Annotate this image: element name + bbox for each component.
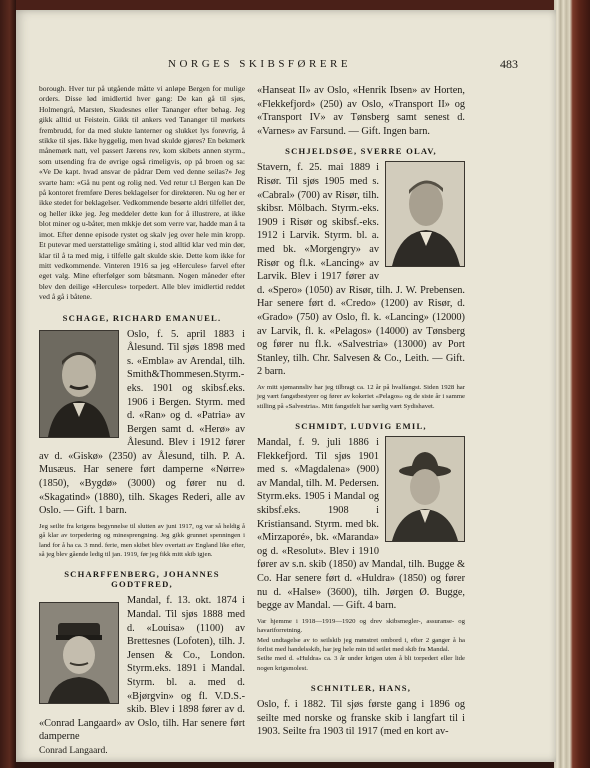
- entry-schmidt: Mandal, f. 9. juli 1886 i Flekkefjord. Til sjøs 1901 med s. «Magdalena» (900) av Mandal, tilh. M. Pedersen. Styrm.eks. 1905 i Mandal og skibsf.eks. 1908 i Kristiansand. Styrm. med bk. «Mirzaporé», bk. «Maranda» og d. «Resolut». Blev i 1910 fører av s.n. skib (1850) av Mandal, tilh. Bugge & Co. Har senere ført d. «Huldra» (1850) og fører nu d. «Halse» (3600), tilh. Jørgen Ø. Bugge, begge av Mandal. — Gift. 4 barn.: [257, 437, 465, 612]
- entry-scharffenberg: Mandal, f. 13. okt. 1874 i Mandal. Til sjøs 1888 med d. «Louisa» (1100) av Brettesnes (Lofoten), tilh. J. Jensen & Co., London. Styrm.eks. 1891 i Mandal. Styrm. bl. a. med d. «Bjørgvin» og fl. V.D.S.-skib. Blev i 1898 fører av d. «Conrad Langaard» av Oslo, tilh. Har senere ført damperne Conrad Langaard.: [39, 595, 245, 756]
- page-number: 483: [500, 57, 518, 71]
- footnote-schjeldsoe: Av mitt sjømannsliv har jeg tilbragt ca. 12 år på hvalfangst. Siden 1928 har jeg vært fangstbestyrer og fører av kokeriet «Pelagos» og de siste år i samme stilling på «Salvestria». Mitt fangstfelt har særlig vært Sydishavet.: [257, 383, 465, 410]
- continued-entry: «Hanseat II» av Oslo, «Henrik Ibsen» av Horten, «Flekkefjord» (250) av Oslo, «Transport II» og «Transport IV» av Tønsberg samt senest d. «Varnes» av Farsund. — Gift. Ingen barn.: [257, 85, 465, 137]
- portrait-photo-schage: [39, 330, 119, 438]
- photo-caption: Conrad Langaard.: [39, 746, 108, 756]
- portrait-photo-schmidt: [385, 436, 465, 542]
- entry-schjeldsoe: Stavern, f. 25. mai 1889 i Risør. Til sjøs 1905 med s. «Cabral» (700) av Risør, tilh. skibsr. Mölbach. Styrm.-eks. 1909 i Risør og skibsf.-eks. 1912 i Larvik. Styrm. bl. a. med bk. «Morgengry» av Risør og fl.k. «Lancing» av Larvik. Blev i 1917 fører av d. «Spero» (1050) av Risør, tilh. J. W. Prebensen. Har senere ført d. «Credo» (1200) av Risør, d. «Grado» (750) av Oslo, fl. k. «Lancing» (12000) av Larvik, fl. k. «Pelagos» (14000) av Tønsberg og fører nu fl.k. «Salvestria» (13000) av Port Stanley, tilh. Chr. Salvesen & Co., Leith. — Gift. 2 barn.: [257, 162, 465, 378]
- portrait-photo-schjeldsoe: [385, 161, 465, 267]
- book-page-edges: [554, 0, 590, 768]
- left-column: [39, 84, 245, 756]
- entry-heading-scharffenberg: SCHARFFENBERG, JOHANNES GODTFRED,: [64, 569, 220, 590]
- portrait-photo-scharffenberg: [39, 602, 119, 704]
- footnote-schage: Jeg seilte fra krigens begynnelse til slutten av juni 1917, og var så heldig å gå klar av torpedering og minesprengning. Jeg gikk grunnet spenningen i land for å ha ca. 3 mnd. ferie, men skibet blev overtatt av England like efter, så jeg blev gående ledig til jan. 1919, før jeg fikk mitt skib igjen.: [39, 522, 245, 559]
- footnote-schmidt: Var hjemme i 1918—1919—1920 og drev skibsmegler-, assuranse- og havariforretning. Med undtagelse av to seilskib jeg mønstret ombord i, efter 2 ganger å ha forlist med handelsskib, har jeg hele min tid seilet med skib fra Mandal. Seilte med d. «Huldra» ca. 3 år under krigen uten å bli torpedert eller lide nogen krigsmolest.: [257, 617, 465, 672]
- entry-heading-schmidt: SCHMIDT, LUDVIG EMIL,: [295, 421, 427, 432]
- right-column: [257, 84, 465, 739]
- entry-heading-schjeldsoe: SCHJELDSØE, SVERRE OLAV,: [285, 146, 437, 157]
- entry-schnitler: Oslo, f. i 1882. Til sjøs første gang i 1896 og seilte med norske og franske skib i langfart til i 1903. Seilte fra 1903 til 1917 (med en kort av-: [257, 699, 465, 738]
- entry-schage: Oslo, f. 5. april 1883 i Ålesund. Til sjøs 1898 med s. «Embla» av Arendal, tilh. Smith&Thommesen.Styrm.-eks. 1901 og skibsf.eks. 1906 i Bergen. Styrm. med d. «Ran» og d. «Patria» av Bergen samt d. «Herø» av Ålesund. Blev i 1912 fører av d. «Giskø» (2350) av Ålesund, tilh. P. A. Musæus. Har senere ført damperne «Nørre» (1850), «Bygdø» (3000) og fører nu d. «Skagatind» (1880), tilh. Skages Rederi, alle av Oslo. — Gift. 1 barn.: [39, 328, 245, 517]
- running-header: NORGES SKIBSFØRERE: [168, 58, 352, 70]
- book-binding-left: [0, 0, 16, 768]
- entry-heading-schnitler: SCHNITLER, HANS,: [310, 683, 412, 694]
- continued-text: borough. Hver tur på utgående måtte vi anløpe Bergen for mulige orders. Disse lød imidlertid hver gang: De kan gå til sjøs, Holmengrå, Marsten, Skudesnes eller Tananger efter behag. Jeg gikk alltid ut Feistein. Gikk til ankers ved Tananger til mørkets frembrudd, for da med slukte lanterner og slukket lys forøvrig, å stikke til sjøs. Ikke hyggelig, men hvad skulde gjøres? En bekmørk månemørk natt, vel passert Jærens rev, kom skibets annen styrm., som utsending fra de øvrige også rimeligvis, op på broen og sa: «Ve De kapt. hvad ansvar de pådrar Dem ved denne seilas?» Jeg svarte ham: «Gå nu pent og rolig ned. Ved retur t.l Bergen kan De på kontoret fremføre Deres beklagelser for direktøren. Nu og her er ikke stedet for beklagelser. Vedkommende besørte aldri tilfellet der, og heller ikke jeg. Jeg meddeler dette kun for å illustrere, at ikke blot miner og u-båter, men mkkje det som verre var, hadde man å ta imot. Efter denne episode rystet og skalv jeg over hele min kropp. Et putevar med uerstattelige småting i, stod alltid klar ved min dør, klar til å ta med mig, i tilfelle galt skulde skie. Dette kom ikke for mitt vedkommende. Vinteren 1916 sa jeg «Hercules» farvel efter eget valg. Mine efterfølger som båtsmann. Nogen måneder efter blev den deilige «Hercules» torpedert. Alle blev imidlertid reddet ved å gå i båtene.: [39, 84, 245, 302]
- entry-heading-schage: SCHAGE, RICHARD EMANUEL.: [62, 312, 222, 323]
